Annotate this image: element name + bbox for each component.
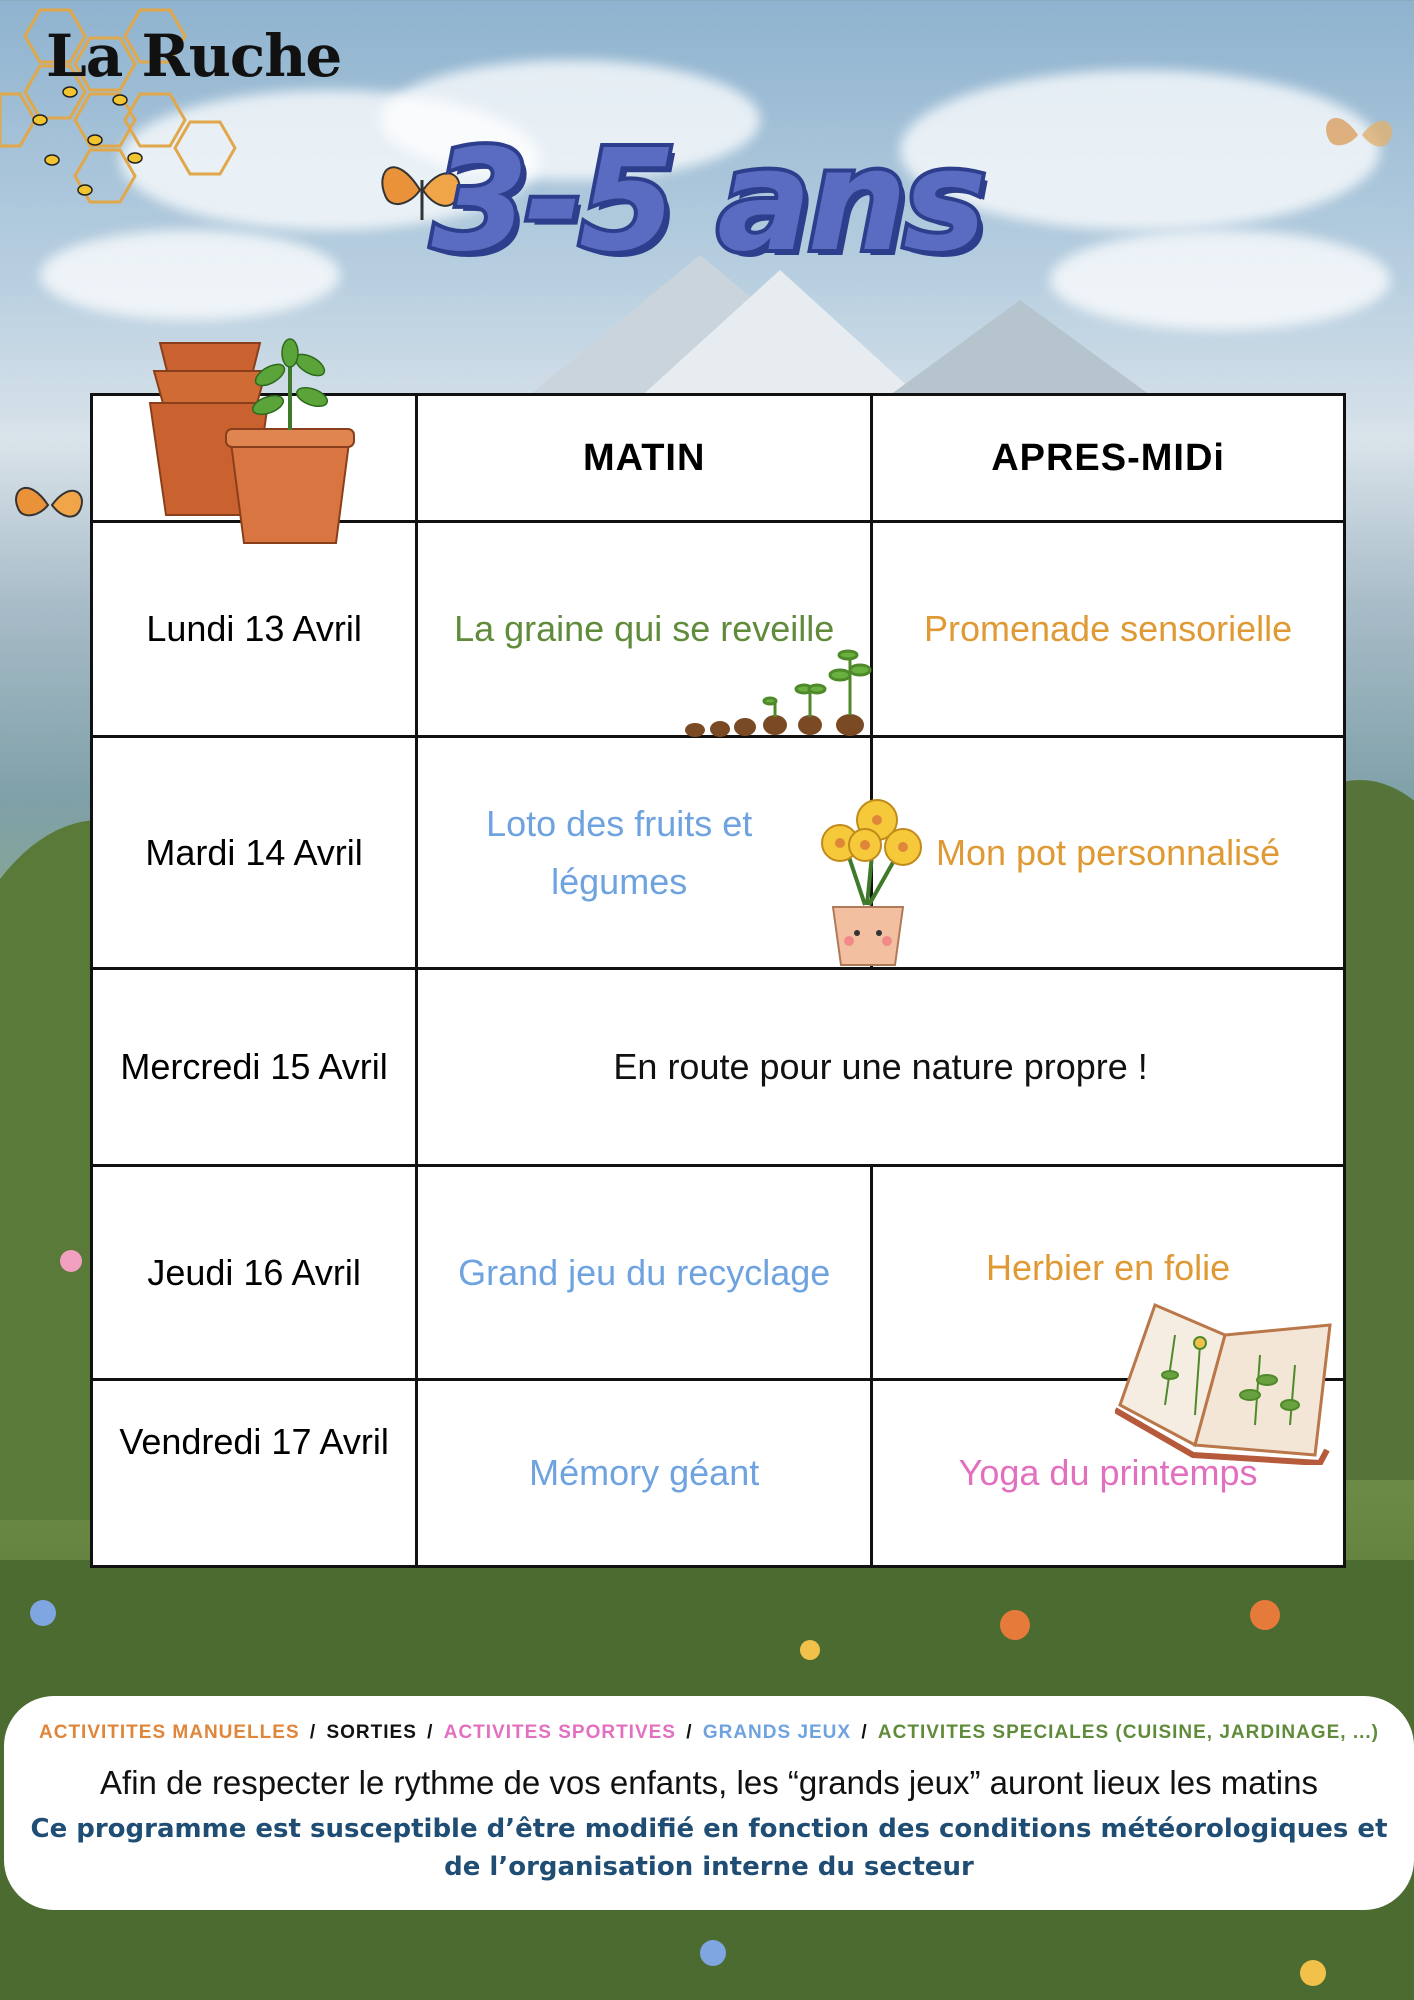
legend-sportives: ACTIVITES SPORTIVES: [443, 1722, 676, 1743]
butterfly-icon: [10, 470, 90, 530]
activity-morning: Grand jeu du recyclage: [417, 1166, 872, 1380]
info-panel: [4, 1696, 1414, 1910]
day-label: Mardi 14 Avril: [92, 737, 417, 969]
legend-separator: /: [679, 1722, 699, 1743]
rhythm-note: Afin de respecter le rythme de vos enfants, les “grands jeux” auront lieux les matins: [100, 1764, 1318, 1801]
day-label: Jeudi 16 Avril: [92, 1166, 417, 1380]
legend-speciales: ACTIVITES SPECIALES (CUISINE, JARDINAGE, ...): [877, 1722, 1379, 1743]
disclaimer-note: Ce programme est susceptible d’être modifié en fonction des conditions météorologiques et de l’organisation interne du secteur: [30, 1814, 1388, 1882]
activity-morning: Loto des fruits et légumes: [417, 737, 872, 969]
table-row: [92, 969, 1345, 1166]
column-header-morning: MATIN: [417, 395, 872, 522]
activity-afternoon: Promenade sensorielle: [872, 522, 1345, 737]
activity-legend: [4, 1722, 1414, 1744]
day-label: Vendredi 17 Avril: [92, 1380, 417, 1567]
legend-sorties: SORTIES: [326, 1722, 417, 1743]
activity-afternoon: Yoga du printemps: [872, 1380, 1345, 1567]
legend-separator: /: [855, 1722, 874, 1743]
age-group-title: 3-5 ans: [431, 120, 983, 283]
column-header-afternoon: APRES-MIDi: [872, 395, 1345, 522]
legend-manuelles: ACTIVITITES MANUELLES: [39, 1722, 300, 1743]
table-row: [92, 737, 1345, 969]
yellow-flower-pot-icon: [805, 785, 930, 970]
activity-afternoon: Herbier en folie: [872, 1166, 1345, 1380]
logo-title: La Ruche: [46, 22, 342, 90]
terracotta-pots-plant-icon: [140, 335, 355, 550]
day-label: Mercredi 15 Avril: [92, 969, 417, 1166]
legend-separator: /: [303, 1722, 323, 1743]
herbarium-book-icon: [1115, 1295, 1340, 1465]
legend-separator: /: [420, 1722, 440, 1743]
activity-morning: La graine qui se reveille: [417, 522, 872, 737]
sprouting-seeds-icon: [680, 645, 875, 740]
activity-morning: Mémory géant: [417, 1380, 872, 1567]
activity-afternoon: Mon pot personnalisé: [872, 737, 1345, 969]
day-label: Lundi 13 Avril: [92, 522, 417, 737]
legend-grands-jeux: GRANDS JEUX: [702, 1722, 852, 1743]
activity-full-day: En route pour une nature propre !: [417, 969, 1345, 1166]
